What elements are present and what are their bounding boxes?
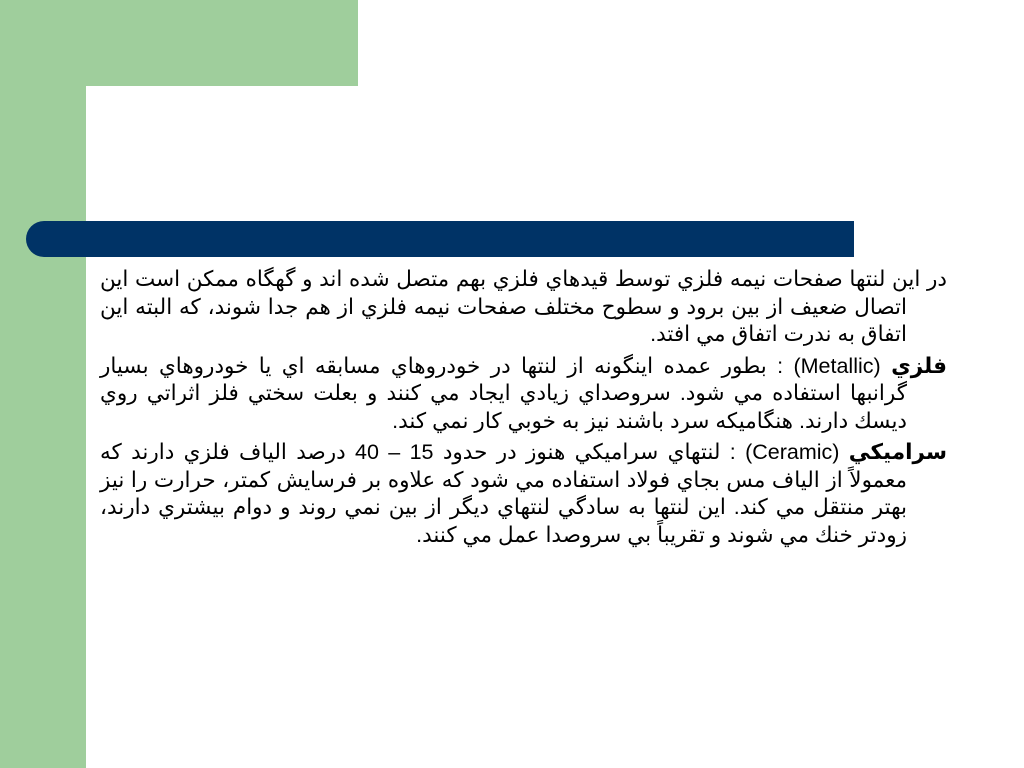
rounded-corner-panel xyxy=(86,86,206,206)
term-latin: (Metallic) xyxy=(793,353,881,378)
term-heading: فلزي xyxy=(891,353,947,378)
paragraph-ceramic xyxy=(100,439,947,549)
paragraph-text: در اين لنتها صفحات نيمه فلزي توسط قيدهاي فلزي بهم متصل شده اند و گهگاه ممكن است اين اتصال ضعيف از بين برود و سطوح مختلف صفحات نيمه فلزي از هم جدا شوند، كه البته اين اتفاق به ندرت اتفاق مي افتد. xyxy=(100,267,947,346)
paragraph-text: : بطور عمده اينگونه از لنتها در خودروهاي مسابقه اي يا خودروهاي بسيار گرانبها استفاده مي شود. سروصداي زيادي ايجاد مي كنند و بعلت سختي فلز اثراتي روي ديسك دارند. هنگاميكه سرد باشند نيز به خوبي كار نمي كند. xyxy=(100,353,907,433)
paragraph-intro xyxy=(100,266,947,349)
slide-body xyxy=(100,266,947,553)
paragraph-metallic xyxy=(100,353,947,436)
paragraph-text: : لنتهاي سراميكي هنوز در حدود 15 – 40 درصد الياف فلزي دارند كه معمولاً از الياف مس بجاي فولاد استفاده مي شود كه علاوه بر فرسايش كمتر، حرارت را نيز بهتر منتقل مي كند. اين لنتها به سادگي لنتهاي ديگر از بين نمي روند و دوام بيشتري دارند، زودتر خنك مي شوند و تقريباً بي سروصدا عمل مي كنند. xyxy=(100,440,907,547)
green-left-band xyxy=(0,0,86,768)
term-latin: (Ceramic) xyxy=(745,440,840,464)
term-heading: سراميكي xyxy=(848,440,948,464)
title-bar xyxy=(26,221,854,257)
